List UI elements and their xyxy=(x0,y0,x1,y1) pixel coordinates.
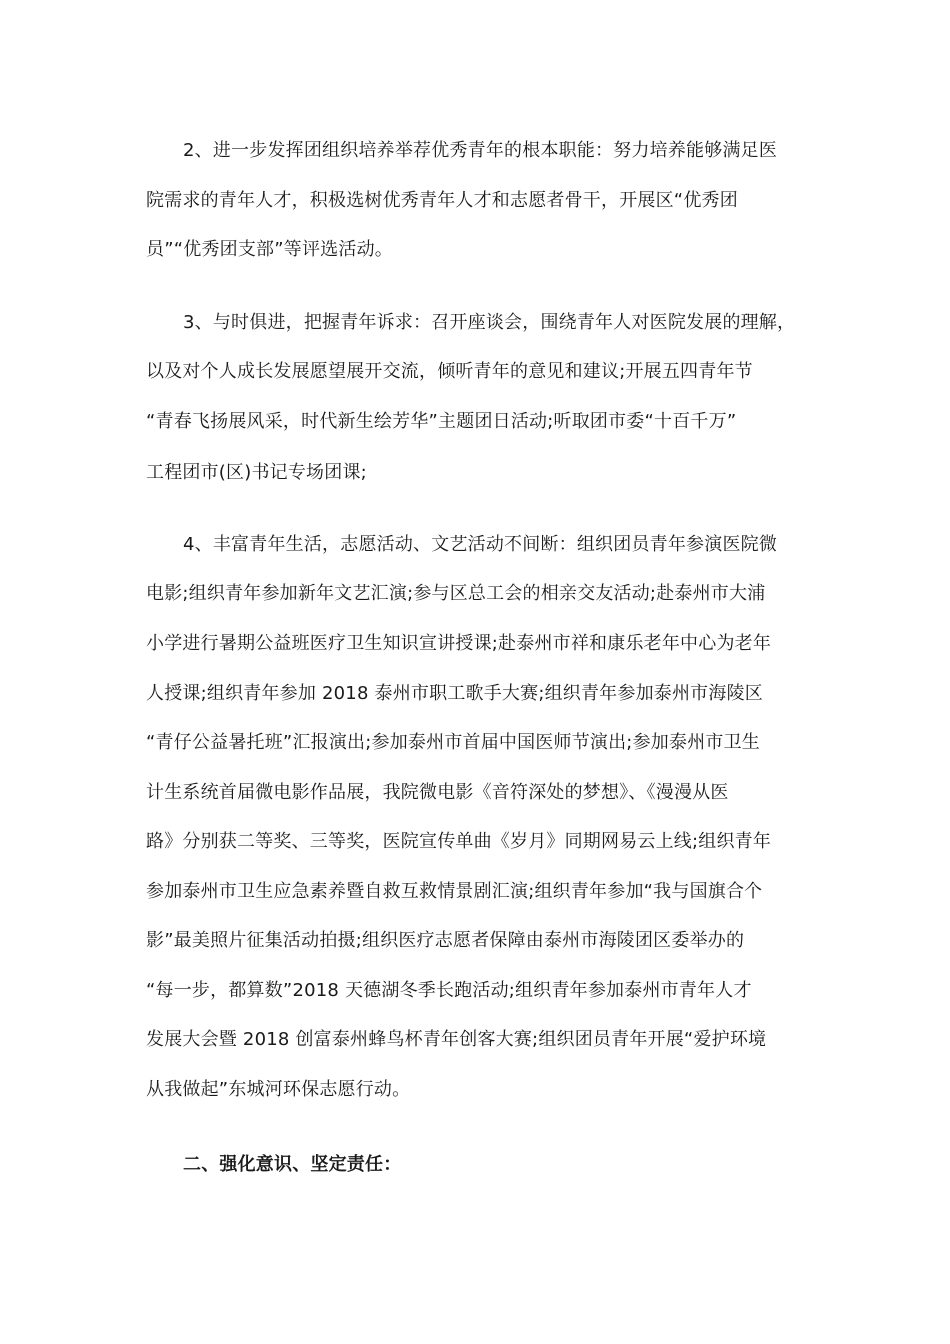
paragraph-3-line-3: “青春飞扬展风采，时代新生绘芳华”主题团日活动;听取团市委“十百千万” xyxy=(146,411,737,432)
paragraph-4-line-6: 计生系统首届微电影作品展，我院微电影《音符深处的梦想》、《漫漫从医 xyxy=(146,782,729,803)
paragraph-4-line-4: 人授课;组织青年参加 2018 泰州市职工歌手大赛;组织青年参加泰州市海陵区 xyxy=(146,683,763,704)
paragraph-4-line-5: “青仔公益暑托班”汇报演出;参加泰州市首届中国医师节演出;参加泰州市卫生 xyxy=(146,732,760,753)
paragraph-4-line-9: 影”最美照片征集活动拍摄;组织医疗志愿者保障由泰州市海陵团区委举办的 xyxy=(146,930,745,951)
paragraph-4-line-3: 小学进行暑期公益班医疗卫生知识宣讲授课;赴泰州市祥和康乐老年中心为老年 xyxy=(146,633,772,654)
section-heading: 二、强化意识、坚定责任： xyxy=(183,1154,402,1175)
paragraph-4-line-7: 路》分别获二等奖、三等奖，医院宣传单曲《岁月》同期网易云上线;组织青年 xyxy=(146,831,772,852)
paragraph-4-line-11: 发展大会暨 2018 创富泰州蜂鸟杯青年创客大赛;组织团员青年开展“爱护环境 xyxy=(146,1029,767,1050)
paragraph-3-line-2: 以及对个人成长发展愿望展开交流，倾听青年的意见和建议;开展五四青年节 xyxy=(146,361,753,382)
paragraph-2-line-2: 院需求的青年人才，积极选树优秀青年人才和志愿者骨干，开展区“优秀团 xyxy=(146,190,738,211)
paragraph-4-line-2: 电影;组织青年参加新年文艺汇演;参与区总工会的相亲交友活动;赴泰州市大浦 xyxy=(146,583,766,604)
paragraph-4-line-8: 参加泰州市卫生应急素养暨自救互救情景剧汇演;组织青年参加“我与国旗合个 xyxy=(146,881,763,902)
paragraph-2-line-3: 员”“优秀团支部”等评选活动。 xyxy=(146,239,393,260)
paragraph-4-line-10: “每一步，都算数”2018 天德湖冬季长跑活动;组织青年参加泰州市青年人才 xyxy=(146,980,752,1001)
paragraph-2-line-1: 2、进一步发挥团组织培养举荐优秀青年的根本职能：努力培养能够满足医 xyxy=(183,140,778,161)
paragraph-4-line-12: 从我做起”东城河环保志愿行动。 xyxy=(146,1079,411,1100)
paragraph-3-line-4: 工程团市(区)书记专场团课; xyxy=(146,462,367,483)
paragraph-3-line-1: 3、与时俱进，把握青年诉求：召开座谈会，围绕青年人对医院发展的理解， xyxy=(183,312,796,333)
paragraph-4-line-1: 4、丰富青年生活，志愿活动、文艺活动不间断：组织团员青年参演医院微 xyxy=(183,534,778,555)
